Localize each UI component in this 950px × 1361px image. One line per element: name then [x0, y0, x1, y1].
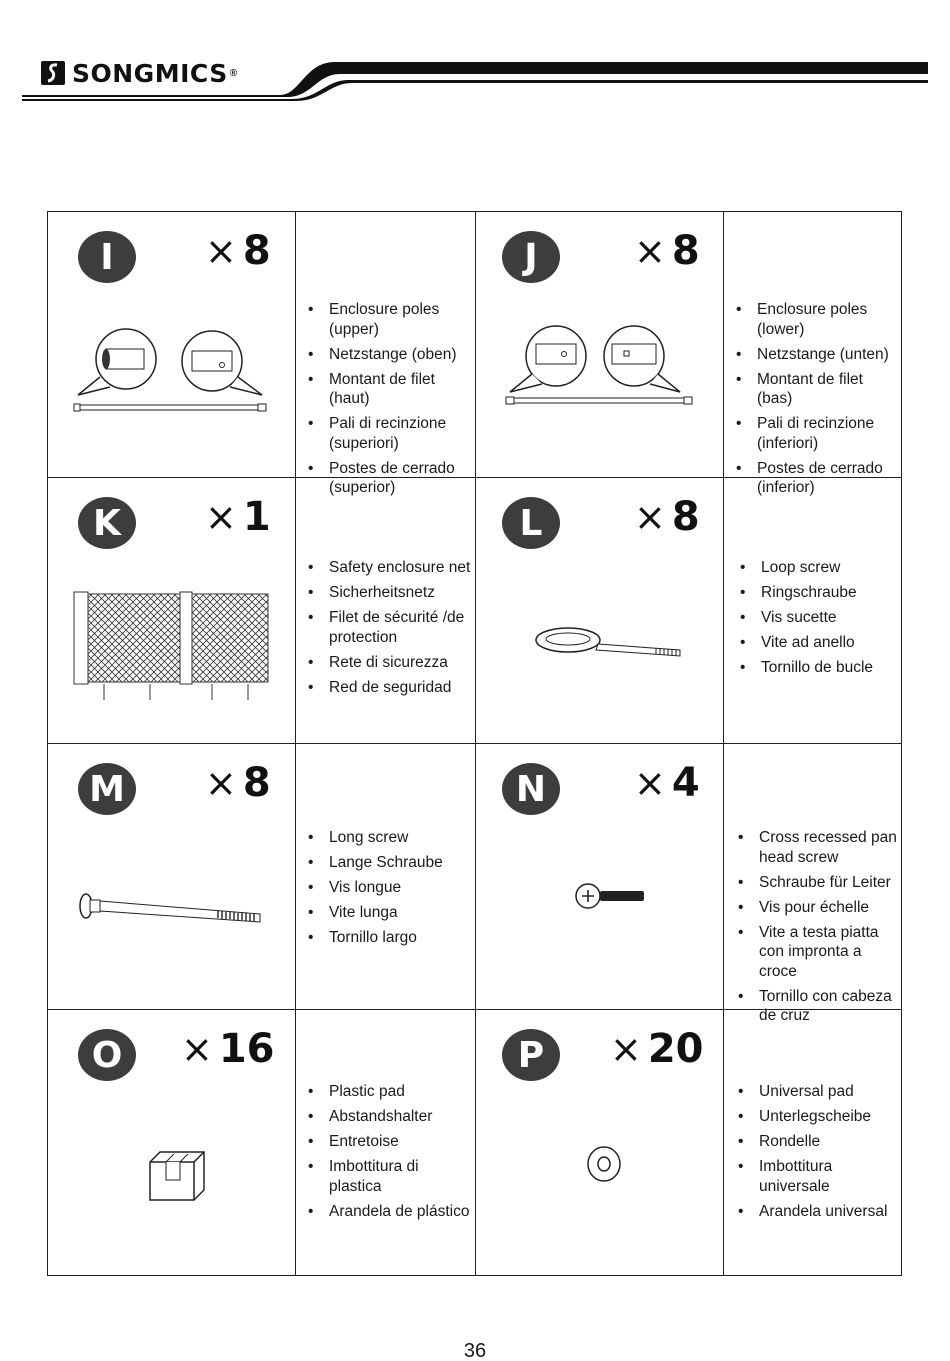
name-es: • Tornillo con cabeza de cruz — [735, 987, 901, 1026]
part-name-list — [305, 1082, 475, 1227]
part-name-list — [735, 828, 901, 1031]
name-de: • Abstandshalter — [305, 1107, 475, 1127]
name-de: • Lange Schraube — [305, 853, 475, 873]
name-fr: • Montant de filet (haut) — [305, 370, 475, 409]
part-letter-badge: O — [78, 1029, 136, 1081]
name-it: • Vite ad anello — [737, 633, 901, 653]
part-names — [297, 212, 475, 496]
part-name-list — [735, 1082, 901, 1227]
part-quantity: × 8 — [205, 228, 271, 274]
plastic-pad-illustration — [144, 1138, 210, 1204]
lower-pole-illustration — [504, 324, 704, 414]
name-en: • Long screw — [305, 828, 475, 848]
page-number: 36 — [463, 1340, 487, 1361]
name-en: • Enclosure poles (upper) — [305, 300, 475, 339]
name-fr: • Filet de sécurité /de protection — [305, 608, 475, 647]
part-n — [475, 744, 901, 1024]
part-letter-badge: L — [502, 497, 560, 549]
registered-mark: ® — [229, 67, 238, 79]
part-names — [725, 478, 901, 743]
name-de: • Ringschraube — [737, 583, 901, 603]
name-it: • Pali di recinzione (superiori) — [305, 414, 475, 453]
part-o — [48, 1010, 475, 1276]
name-fr: • Montant de filet (bas) — [733, 370, 901, 409]
parts-row — [48, 478, 901, 744]
parts-row — [48, 212, 901, 496]
part-letter-badge: N — [502, 763, 560, 815]
part-picture — [476, 478, 724, 743]
parts-row — [48, 1010, 901, 1276]
name-de: • Netzstange (unten) — [733, 345, 901, 365]
name-en: • Universal pad — [735, 1082, 901, 1102]
name-es: • Tornillo de bucle — [737, 658, 901, 678]
long-screw-illustration — [78, 884, 268, 932]
name-en: • Loop screw — [737, 558, 901, 578]
name-de: • Unterlegscheibe — [735, 1107, 901, 1127]
upper-pole-illustration — [70, 327, 280, 417]
name-fr: • Entretoise — [305, 1132, 475, 1152]
part-picture — [48, 744, 296, 1009]
part-picture — [48, 1010, 296, 1276]
part-quantity: × 8 — [634, 494, 700, 540]
part-picture — [476, 744, 724, 1009]
part-picture — [476, 1010, 724, 1276]
name-es: • Arandela de plástico — [305, 1202, 475, 1222]
name-es: • Postes de cerrado (inferior) — [733, 459, 901, 498]
parts-row — [48, 744, 901, 1024]
name-it: • Vite lunga — [305, 903, 475, 923]
part-p — [475, 1010, 901, 1276]
safety-net-illustration — [70, 588, 275, 708]
part-m — [48, 744, 475, 1009]
name-en: • Cross recessed pan head screw — [735, 828, 901, 867]
part-names — [297, 478, 475, 743]
part-k — [48, 478, 475, 743]
part-quantity: × 8 — [205, 760, 271, 806]
part-quantity: × 1 — [205, 494, 271, 540]
name-en: • Safety enclosure net — [305, 558, 475, 578]
part-name-list — [305, 300, 475, 503]
name-it: • Imbottitura universale — [735, 1157, 901, 1196]
part-quantity: × 16 — [181, 1026, 275, 1072]
name-de: • Netzstange (oben) — [305, 345, 475, 365]
part-names — [725, 212, 901, 496]
pan-head-screw-illustration — [574, 878, 649, 914]
name-es: • Postes de cerrado (superior) — [305, 459, 475, 498]
brand-logo — [40, 56, 237, 90]
part-name-list — [305, 558, 475, 703]
name-it: • Vite a testa piatta con impronta a croce — [735, 923, 901, 982]
name-es: • Tornillo largo — [305, 928, 475, 948]
name-it: • Rete di sicurezza — [305, 653, 475, 673]
name-es: • Arandela universal — [735, 1202, 901, 1222]
name-fr: • Rondelle — [735, 1132, 901, 1152]
part-quantity: × 8 — [634, 228, 700, 274]
loop-screw-illustration — [532, 622, 692, 664]
part-letter-badge: J — [502, 231, 560, 283]
name-de: • Schraube für Leiter — [735, 873, 901, 893]
part-letter-badge: I — [78, 231, 136, 283]
songmics-logo-icon — [40, 58, 66, 88]
brand-name: SONGMICS — [72, 58, 228, 88]
part-names — [725, 1010, 901, 1276]
part-name-list — [737, 558, 901, 683]
part-letter-badge: K — [78, 497, 136, 549]
name-fr: • Vis longue — [305, 878, 475, 898]
page-header — [0, 0, 950, 110]
name-es: • Red de seguridad — [305, 678, 475, 698]
part-quantity: × 20 — [610, 1026, 704, 1072]
name-fr: • Vis sucette — [737, 608, 901, 628]
part-names — [725, 744, 901, 1024]
part-names — [297, 1010, 475, 1276]
part-picture — [476, 212, 724, 477]
part-letter-badge: M — [78, 763, 136, 815]
name-de: • Sicherheitsnetz — [305, 583, 475, 603]
part-name-list — [305, 828, 475, 953]
universal-pad-illustration — [586, 1146, 622, 1182]
name-it: • Pali di recinzione (inferiori) — [733, 414, 901, 453]
name-en: • Plastic pad — [305, 1082, 475, 1102]
part-name-list — [733, 300, 901, 503]
part-names — [297, 744, 475, 1009]
part-picture — [48, 212, 296, 477]
header-swoosh-decoration — [0, 0, 950, 110]
part-l — [475, 478, 901, 743]
part-quantity: × 4 — [634, 760, 700, 806]
part-j — [475, 212, 901, 496]
name-it: • Imbottitura di plastica — [305, 1157, 475, 1196]
part-letter-badge: P — [502, 1029, 560, 1081]
parts-table — [47, 211, 902, 1276]
part-i — [48, 212, 475, 496]
name-en: • Enclosure poles (lower) — [733, 300, 901, 339]
name-fr: • Vis pour échelle — [735, 898, 901, 918]
part-picture — [48, 478, 296, 743]
